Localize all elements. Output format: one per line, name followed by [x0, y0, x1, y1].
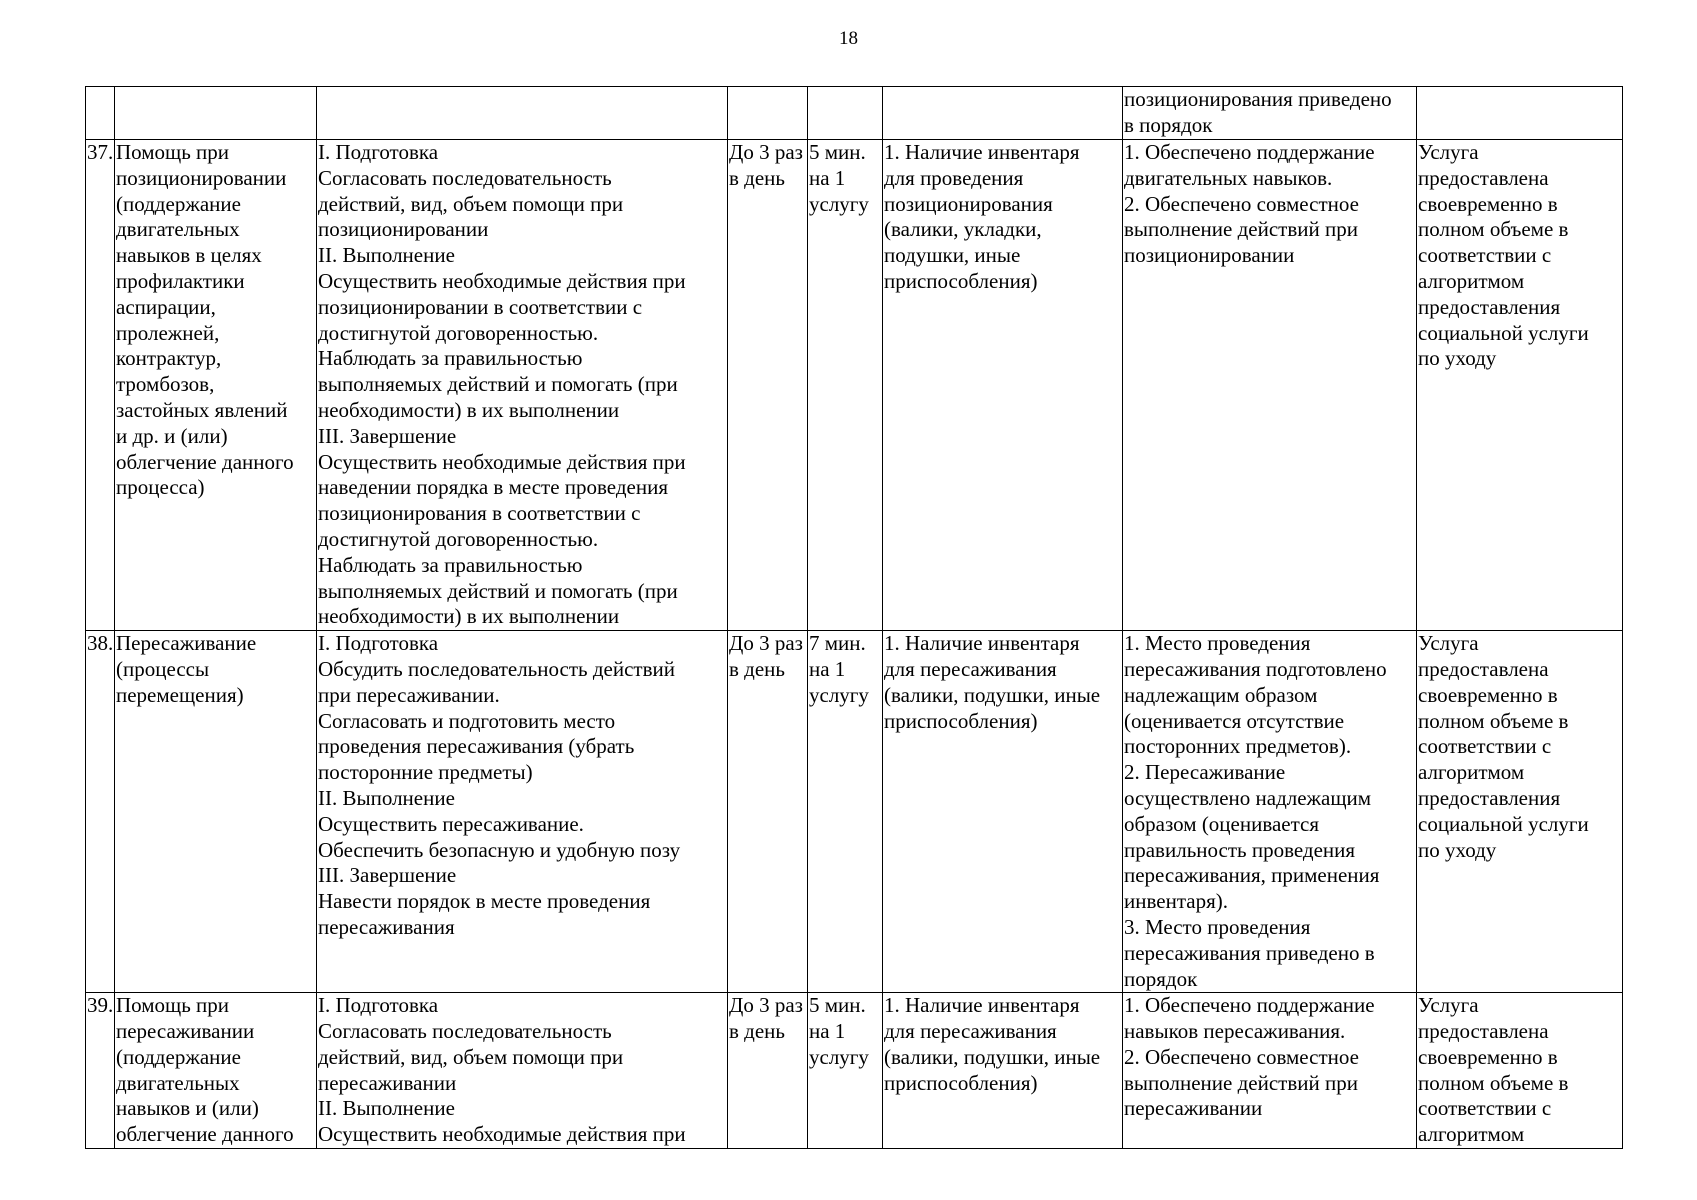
time-cell: 7 мин. на 1 услугу — [808, 631, 883, 993]
row-number-cell: 37. — [86, 140, 115, 631]
time-cell: 5 мин. на 1 услугу — [808, 993, 883, 1149]
conditions-cell: 1. Наличие инвентаря для пересаживания (валики, подушки, иные приспособления) — [883, 631, 1123, 993]
service-name-cell: Помощь при позиционировании (поддержание двигательных навыков в целях профилактики аспирации, пролежней, контрактур, тромбозов, застойных явлений и др. и (или) облегчение данного процесса) — [115, 140, 317, 631]
frequency-cell: До 3 раз в день — [728, 140, 808, 631]
row-number-cell: 39. — [86, 993, 115, 1149]
table-row-39 — [86, 993, 1623, 1149]
time-cell: 5 мин. на 1 услугу — [808, 140, 883, 631]
evaluation-cell: Услуга предоставлена своевременно в полном объеме в соответствии с алгоритмом предоставления социальной услуги по уходу — [1417, 140, 1623, 631]
results-cell: 1. Место проведения пересаживания подготовлено надлежащим образом (оценивается отсутствие посторонних предметов). 2. Пересаживание осуществлено надлежащим образом (оценивается правильность проведения пересаживания, применения инвентаря). 3. Место проведения пересаживания приведено в порядок — [1123, 631, 1417, 993]
procedure-cell: I. Подготовка Согласовать последовательность действий, вид, объем помощи при пересаживании II. Выполнение Осуществить необходимые действия при — [317, 993, 728, 1149]
frequency-cell: До 3 раз в день — [728, 993, 808, 1149]
table-row-37 — [86, 140, 1623, 631]
table-row-38 — [86, 631, 1623, 993]
service-name-cell — [115, 87, 317, 140]
conditions-cell — [883, 87, 1123, 140]
time-cell — [808, 87, 883, 140]
procedure-cell: I. Подготовка Согласовать последовательность действий, вид, объем помощи при позиционировании II. Выполнение Осуществить необходимые действия при позиционировании в соответствии с достигнутой договоренностью. Наблюдать за правильностью выполняемых действий и помогать (при необходимости) в их выполнении III. Завершение Осуществить необходимые действия при наведении порядка в месте проведения позиционирования в соответствии с достигнутой договоренностью. Наблюдать за правильностью выполняемых действий и помогать (при необходимости) в их выполнении — [317, 140, 728, 631]
evaluation-cell: Услуга предоставлена своевременно в полном объеме в соответствии с алгоритмом предоставления социальной услуги по уходу — [1417, 631, 1623, 993]
frequency-cell: До 3 раз в день — [728, 631, 808, 993]
services-table — [85, 86, 1623, 1149]
results-cell: позиционирования приведено в порядок — [1123, 87, 1417, 140]
page-number: 18 — [839, 28, 858, 49]
procedure-cell — [317, 87, 728, 140]
table-row-continuation — [86, 87, 1623, 140]
procedure-cell: I. Подготовка Обсудить последовательность действий при пересаживании. Согласовать и подготовить место проведения пересаживания (убрать посторонние предметы) II. Выполнение Осуществить пересаживание. Обеспечить безопасную и удобную позу III. Завершение Навести порядок в месте проведения пересаживания — [317, 631, 728, 993]
row-number-cell: 38. — [86, 631, 115, 993]
service-name-cell: Пересаживание (процессы перемещения) — [115, 631, 317, 993]
evaluation-cell: Услуга предоставлена своевременно в полном объеме в соответствии с алгоритмом — [1417, 993, 1623, 1149]
evaluation-cell — [1417, 87, 1623, 140]
frequency-cell — [728, 87, 808, 140]
results-cell: 1. Обеспечено поддержание двигательных навыков. 2. Обеспечено совместное выполнение действий при позиционировании — [1123, 140, 1417, 631]
results-cell: 1. Обеспечено поддержание навыков пересаживания. 2. Обеспечено совместное выполнение действий при пересаживании — [1123, 993, 1417, 1149]
service-name-cell: Помощь при пересаживании (поддержание двигательных навыков и (или) облегчение данного — [115, 993, 317, 1149]
conditions-cell: 1. Наличие инвентаря для пересаживания (валики, подушки, иные приспособления) — [883, 993, 1123, 1149]
conditions-cell: 1. Наличие инвентаря для проведения позиционирования (валики, укладки, подушки, иные приспособления) — [883, 140, 1123, 631]
row-number-cell — [86, 87, 115, 140]
